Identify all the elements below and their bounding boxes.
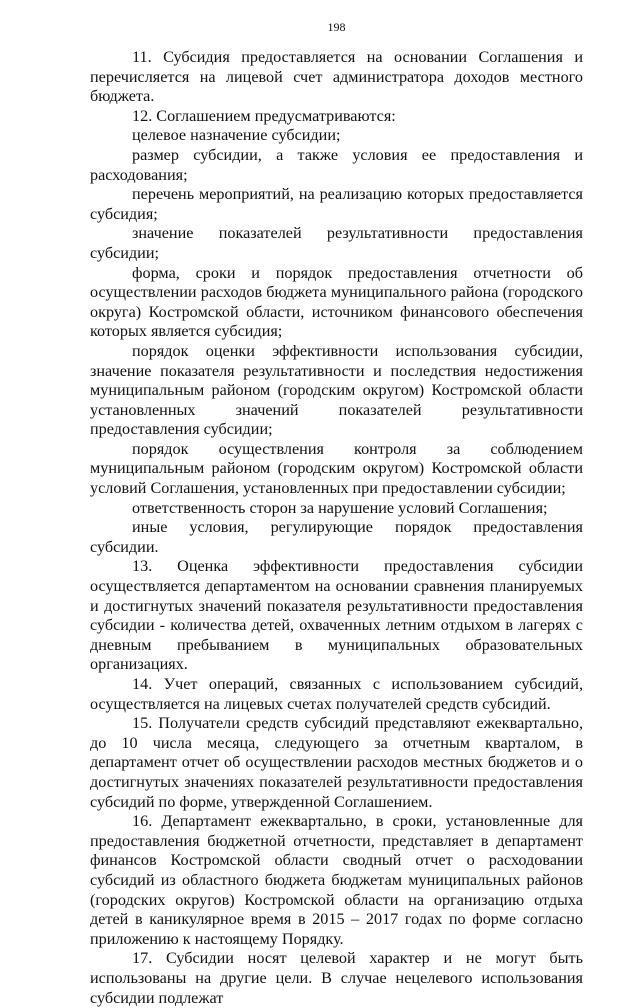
paragraph-14: 14. Учет операций, связанных с использованием субсидий, осуществляется на лицевых счетах получателей средств субсидий.	[90, 675, 583, 713]
document-page	[90, 20, 583, 1008]
list-item-purpose: целевое назначение субсидии;	[132, 126, 341, 145]
list-item-other-conditions: иные условия, регулирующие порядок предоставления субсидии.	[90, 518, 583, 556]
list-item-indicators: значение показателей результативности предоставления субсидии;	[90, 224, 583, 262]
page-number: 198	[327, 20, 346, 34]
paragraph-15: 15. Получатели средств субсидий представляют ежеквартально, до 10 числа месяца, следующего за отчетным кварталом, в департамент отчет об осуществлении расходов местных бюджетов и о достигнутых значениях показателей результативности предоставления субсидий по форме, утвержденной Соглашением.	[90, 714, 583, 811]
list-item-reporting: форма, сроки и порядок предоставления отчетности об осуществлении расходов бюджета муниципального района (городского округа) Костромской области, источником финансового обеспечения которых является субсидия;	[90, 263, 583, 341]
list-item-activities: перечень мероприятий, на реализацию которых предоставляется субсидия;	[90, 185, 583, 223]
paragraph-12: 12. Соглашением предусматриваются:	[132, 106, 396, 125]
paragraph-13: 13. Оценка эффективности предоставления субсидии осуществляется департаментом на основании сравнения планируемых и достигнутых значений показателя результативности предоставления субсидии - количества детей, охваченных летним отдыхом в лагерях с дневным пребыванием в муниципальных образовательных организациях.	[90, 557, 583, 674]
paragraph-16: 16. Департамент ежеквартально, в сроки, установленные для предоставления бюджетной отчетности, представляет в департамент финансов Костромской области сводный отчет о расходовании субсидий из областного бюджета бюджетам муниципальных районов (городских округов) Костромской области на организацию отдыха детей в каникулярное время в 2015 – 2017 годах по форме согласно приложению к настоящему Порядку.	[90, 812, 583, 948]
list-item-evaluation: порядок оценки эффективности использования субсидии, значение показателя результативности и последствия недостижения муниципальным районом (городским округом) Костромской области установленных значений показателей результативности предоставления субсидии;	[90, 341, 583, 439]
paragraph-11: 11. Субсидия предоставляется на основании Соглашения и перечисляется на лицевой счет администратора доходов местного бюджета.	[90, 48, 583, 106]
list-item-control: порядок осуществления контроля за соблюдением муниципальным районом (городским округом) Костромской области условий Соглашения, установленных при предоставлении субсидии;	[90, 439, 583, 498]
list-item-amount: размер субсидии, а также условия ее предоставления и расходования;	[90, 145, 583, 184]
list-item-responsibility: ответственность сторон за нарушение условий Соглашения;	[132, 498, 548, 517]
paragraph-17: 17. Субсидии носят целевой характер и не могут быть использованы на другие цели. В случае нецелевого использования субсидии подлежат	[90, 949, 583, 1007]
